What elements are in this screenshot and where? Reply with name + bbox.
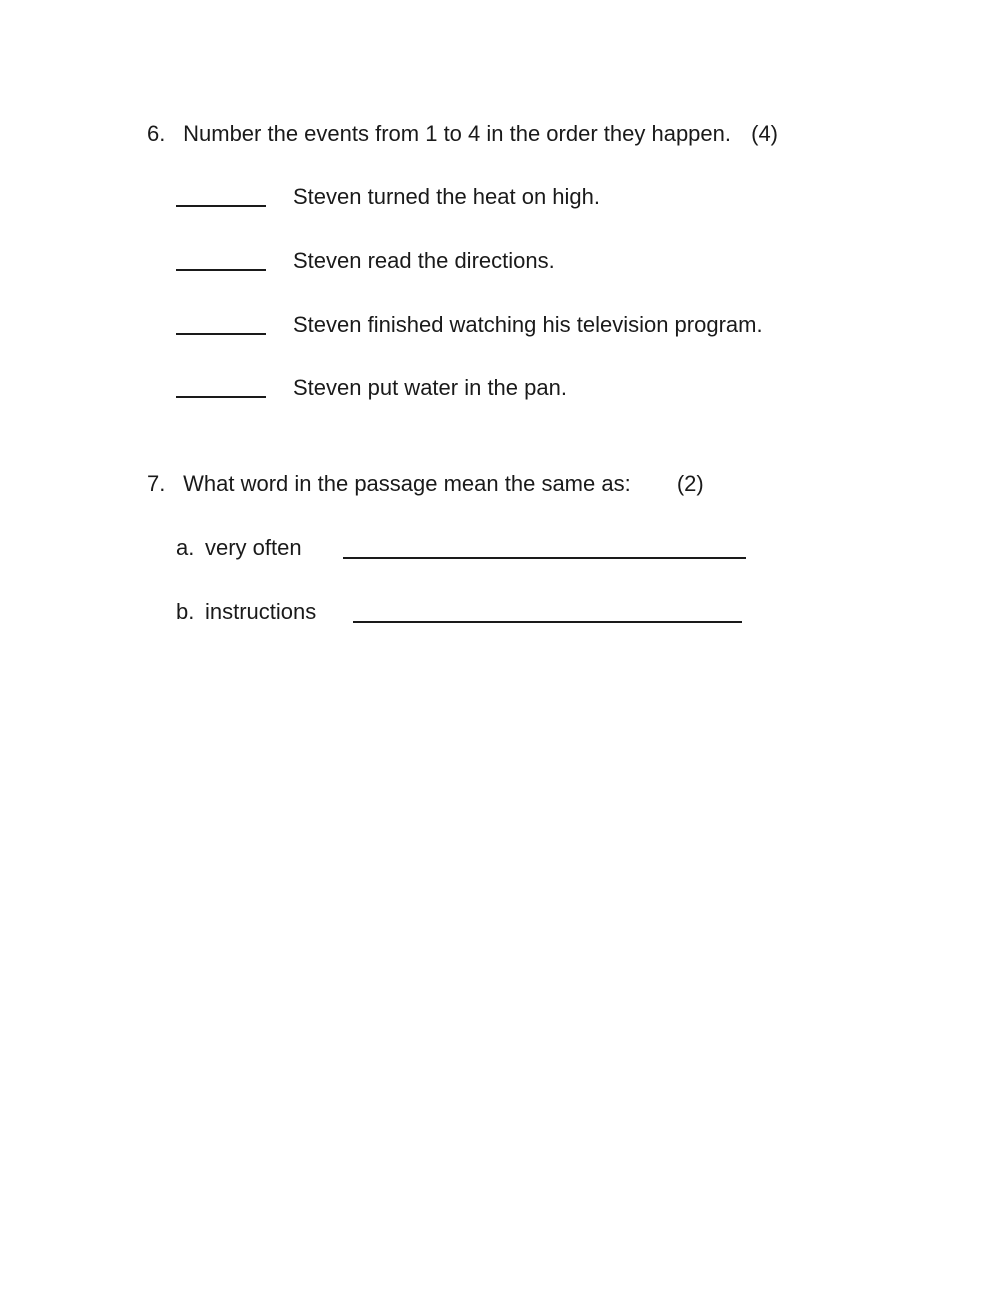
answer-blank[interactable] <box>343 557 746 559</box>
question-6-heading <box>147 120 778 148</box>
question-marks: (4) <box>751 121 779 146</box>
answer-blank[interactable] <box>176 269 266 271</box>
answer-blank[interactable] <box>176 396 266 398</box>
question-number: 7. <box>147 471 166 496</box>
question-7-heading <box>147 470 704 498</box>
sub-question-letter: a. <box>176 535 195 560</box>
sub-question-label: instructions <box>205 599 317 624</box>
event-text: Steven turned the heat on high. <box>293 184 601 209</box>
sub-question-label: very often <box>205 535 302 560</box>
answer-blank[interactable] <box>176 205 266 207</box>
question-text: Number the events from 1 to 4 in the order they happen. <box>183 121 731 146</box>
event-text: Steven read the directions. <box>293 248 555 273</box>
question-text: What word in the passage mean the same as: <box>183 471 631 496</box>
answer-blank[interactable] <box>176 333 266 335</box>
question-number: 6. <box>147 121 166 146</box>
sub-question-letter: b. <box>176 599 195 624</box>
answer-blank[interactable] <box>353 621 742 623</box>
question-marks: (2) <box>676 471 704 496</box>
event-text: Steven finished watching his television program. <box>293 312 763 337</box>
event-text: Steven put water in the pan. <box>293 375 567 400</box>
